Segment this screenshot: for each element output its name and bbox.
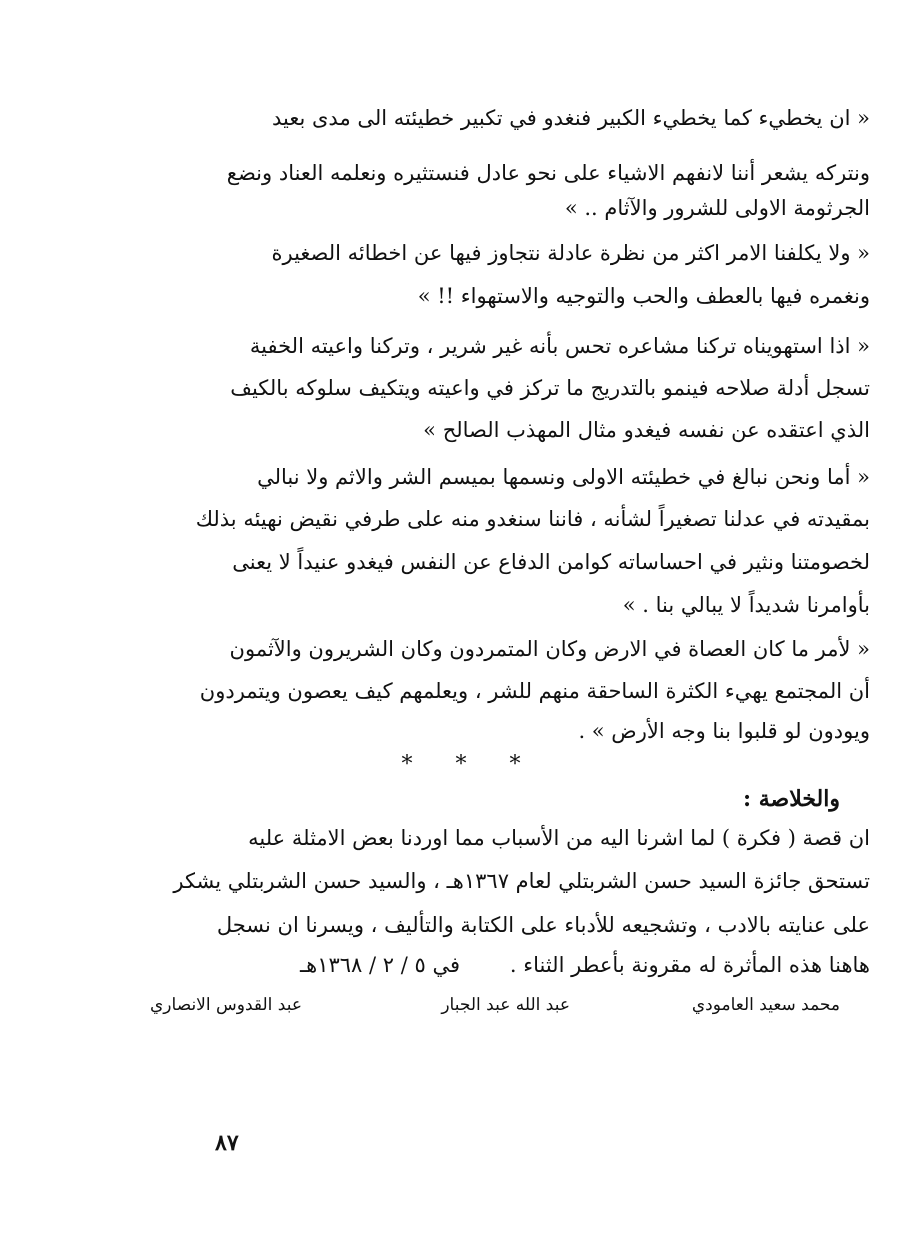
quote-3-line-1: « اذا استهويناه تركنا مشاعره تحس بأنه غير شرير ، وتركنا واعيته الخفية [249, 334, 870, 358]
section-separator: * * * [401, 752, 539, 777]
quote-3-line-3: الذي اعتقده عن نفسه فيغدو مثال المهذب الصالح » [423, 418, 870, 442]
quote-1-line-2: ونتركه يشعر أننا لانفهم الاشياء على نحو عادل فنستثيره ونعلمه العناد ونضع [226, 161, 870, 185]
conclusion-line-4: هاهنا هذه المأثرة له مقرونة بأعطر الثناء . [509, 953, 870, 977]
conclusion-heading: والخلاصة : [742, 786, 840, 812]
quote-5-line-1: « لأمر ما كان العصاة في الارض وكان المتمردون وكان الشريرون والآثمون [229, 637, 870, 661]
conclusion-line-3: على عنايته بالادب ، وتشجيعه للأدباء على الكتابة والتأليف ، ويسرنا ان نسجل [216, 913, 870, 937]
quote-4-line-1: « أما ونحن نبالغ في خطيئته الاولى ونسمها بميسم الشر والاثم ولا نبالي [257, 465, 870, 489]
quote-2-line-1: « ولا يكلفنا الامر اكثر من نظرة عادلة نتجاوز فيها عن اخطائه الصغيرة [271, 241, 870, 265]
signatures [150, 990, 840, 1020]
quote-3-line-2: تسجل أدلة صلاحه فينمو بالتدريج ما تركز في واعيته ويتكيف سلوكه بالكيف [230, 376, 870, 400]
quote-4-line-4: بأوامرنا شديداً لا يبالي بنا . » [622, 593, 870, 617]
quote-4-line-3: لخصومتنا ونثير في احساساته كوامن الدفاع عن النفس فيغدو عنيداً لا يعنى [232, 550, 870, 574]
page-number: ٨٧ [215, 1130, 239, 1156]
quote-5-line-3: ويودون لو قلبوا بنا وجه الأرض » . [578, 719, 870, 743]
conclusion-line-1: ان قصة ( فكرة ) لما اشرنا اليه من الأسباب مما اوردنا بعض الامثلة عليه [248, 826, 870, 850]
conclusion-line-2: تستحق جائزة السيد حسن الشربتلي لعام ١٣٦٧هـ ، والسيد حسن الشربتلي يشكر [173, 869, 870, 893]
signature-amoudi: محمد سعيد العامودي [691, 995, 840, 1015]
quote-2-line-2: ونغمره فيها بالعطف والحب والتوجيه والاستهواء !! » [417, 284, 870, 308]
conclusion-date: في ٥ / ٢ / ١٣٦٨هـ [299, 953, 460, 977]
quote-5-line-2: أن المجتمع يهيء الكثرة الساحقة منهم للشر ، ويعلمهم كيف يعصون ويتمردون [199, 679, 870, 703]
signature-ansari: عبد القدوس الانصاري [150, 995, 302, 1015]
quote-1-line-1: « ان يخطيء كما يخطيء الكبير فنغدو في تكبير خطيئته الى مدى بعيد [271, 106, 870, 130]
signature-abduljabbar: عبد الله عبد الجبار [441, 995, 570, 1015]
quote-4-line-2: بمقيدته في عدلنا تصغيراً لشأنه ، فاننا سنغدو منه على طرفي نقيض نهيئه بذلك [195, 507, 870, 531]
quote-1-line-3: الجرثومة الاولى للشرور والآثام .. » [564, 196, 870, 220]
